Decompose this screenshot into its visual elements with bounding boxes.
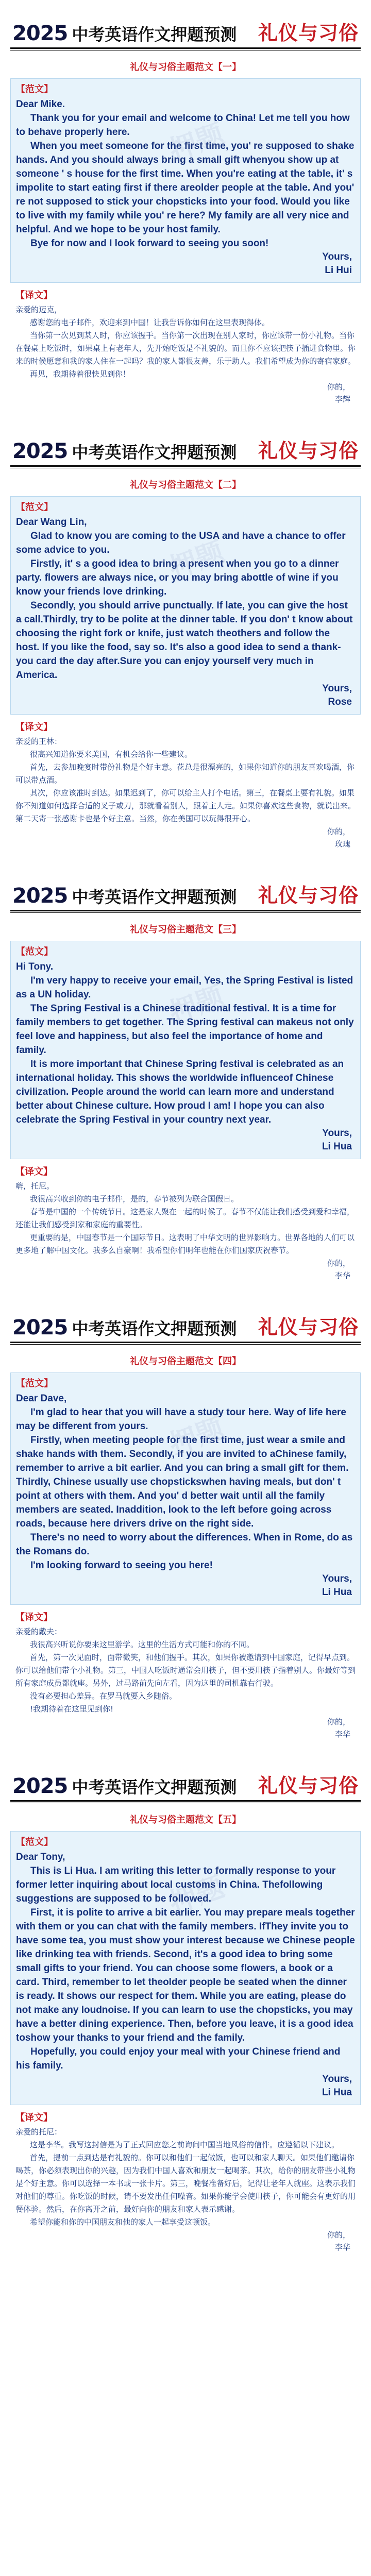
header-rule [10, 910, 361, 911]
model-essay-label: 【范文】 [16, 1378, 53, 1389]
en-body [16, 529, 355, 682]
header-topic: 礼仪与习俗 [258, 884, 359, 907]
section-subtitle: 礼仪与习俗主题范文【二】 [130, 480, 241, 490]
section-header [10, 880, 361, 908]
translation-label: 【译文】 [15, 2112, 53, 2123]
model-essay-label: 【范文】 [16, 502, 53, 513]
cn-paragraph: !我期待着在这里见到你! [30, 1704, 114, 1714]
en-body [16, 111, 355, 250]
cn-sign-line: 你的， [327, 827, 350, 836]
cn-sign-line: 李华 [334, 2243, 350, 2252]
model-essay-label: 【范文】 [16, 84, 53, 95]
cn-signature [15, 1257, 356, 1282]
en-sign-line: Li Hua [322, 1587, 352, 1598]
cn-signature [15, 2229, 356, 2253]
section-header [10, 1770, 361, 1798]
model-essay-label: 【范文】 [16, 1837, 53, 1848]
en-body [16, 1405, 355, 1572]
en-body [16, 974, 355, 1127]
translation-box [10, 718, 361, 850]
cn-body [15, 1638, 356, 1716]
translation-box [10, 2108, 361, 2253]
cn-sign-line: 你的， [327, 2230, 350, 2240]
translation-label: 【译文】 [15, 722, 53, 733]
cn-sign-line: 你的， [327, 382, 350, 392]
cn-paragraph: 首先，去参加晚宴时带份礼物是个好主意。花总是很漂亮的，如果你知道你的朋友喜欢喝酒，你可以带点酒。 [15, 762, 355, 785]
cn-sign-line: 你的， [327, 1259, 350, 1268]
en-sign-line: Li Hua [322, 2087, 352, 2098]
en-signature [16, 2073, 355, 2099]
header-year: 2025 [12, 1316, 68, 1340]
cn-paragraph: 这是李华。我写这封信是为了正式回应您之前询问中国当地风俗的信件。应遵循以下建议。 [30, 2140, 340, 2149]
translation-label: 【译文】 [15, 1166, 53, 1177]
essay-section [10, 1770, 361, 2253]
model-essay-label: 【范文】 [16, 946, 53, 957]
essay-section [10, 435, 361, 850]
model-essay-box [10, 1372, 361, 1605]
cn-paragraph: 其次，你应该准时到达。如果迟到了，你可以给主人打个电话。第三，在餐桌上要有礼貌。如果你不知道如何选择合适的叉子或刀，那就看着别人，跟着主人走。如果你喜欢这些食物，就说出来。第二天寄一张感谢卡也是个好主意。当然，你在美国可以玩得很开心。 [15, 788, 356, 823]
cn-salutation: 亲爱的戴夫： [15, 1627, 62, 1636]
cn-paragraph: 感谢您的电子邮件，欢迎来到中国！让我告诉你如何在这里表现得体。 [30, 318, 270, 327]
cn-paragraph: 没有必要担心差异。在罗马就要入乡随俗。 [30, 1691, 177, 1701]
cn-paragraph: 首先，第一次见面时，面带微笑，和他们握手。其次，如果你被邀请到中国家庭，记得早点到。你可以给他们带个小礼物。第三，中国人吃饭时通常会用筷子，但不要用筷子指着别人。你最好等到所有家庭成员都就座。另外，过马路前先向左看，因为这里的司机靠右行驶。 [15, 1653, 356, 1688]
en-paragraph: The Spring Festival is a Chinese traditional festival. It is a time for family members to get together. The Spring festival can makeus not only feel love and happiness, but also feel the importance of home and family. [16, 1003, 354, 1056]
header-year: 2025 [12, 1774, 68, 1798]
en-salutation: Dear Dave, [16, 1393, 67, 1404]
cn-paragraph: 很高兴知道你要来美国，有机会给你一些建议。 [30, 750, 193, 759]
model-essay-box [10, 941, 361, 1159]
en-signature [16, 1572, 355, 1599]
cn-sign-line: 你的， [327, 1717, 350, 1726]
header-topic: 礼仪与习俗 [258, 439, 359, 462]
header-title: 中考英语作文押题预测 [72, 887, 237, 907]
cn-paragraph: 首先，提前一点到达是有礼貌的。你可以和他们一起做饭，也可以和家人聊天。如果他们邀请你喝茶，你必须表现出你的兴趣，因为我们中国人喜欢和朋友一起喝茶。其次，给你的朋友带些小礼物是个好主意。你可以选择一本书或一张卡片。第三，晚餐准备好后，记得让老年人就座。这表示我们对他们的尊重。你吃饭的时候，请不要发出任何噪音。如果你能学会使用筷子，你可能会有更好的用餐体验。然后，在你离开之前，最好向你的朋友和家人表示感谢。 [15, 2153, 356, 2214]
section-subtitle: 礼仪与习俗主题范文【四】 [130, 1356, 241, 1367]
en-sign-line: Rose [328, 697, 352, 707]
header-rule [10, 1342, 361, 1343]
en-paragraph: Secondly, you should arrive punctually. If late, you can give the host a call.Thirdly, try to be polite at the dinner table. If you don' t know about choosing the right fork or knife, just watch theothers and follow the host. If you like the food, say so. It's also a good idea to send a thank-you card the day after.Sure you can enjoy yourself very much in America. [16, 600, 353, 681]
header-year: 2025 [12, 884, 68, 908]
cn-paragraph: 再见，我期待着很快见到你！ [30, 369, 131, 379]
cn-body [15, 2139, 356, 2229]
en-salutation: Dear Wang Lin, [16, 517, 87, 528]
cn-body [15, 748, 356, 825]
en-signature [16, 250, 355, 277]
en-signature [16, 1127, 355, 1154]
header-rule-thin [10, 1344, 361, 1345]
translation-box [10, 1162, 361, 1282]
header-rule-thin [10, 912, 361, 913]
header-topic: 礼仪与习俗 [258, 1774, 359, 1797]
cn-salutation: 亲爱的王林： [15, 737, 62, 746]
cn-signature [15, 1716, 356, 1740]
en-salutation: Dear Tony, [16, 1852, 65, 1862]
en-signature [16, 682, 355, 709]
header-topic: 礼仪与习俗 [258, 1316, 359, 1338]
section-header [10, 1312, 361, 1340]
header-rule [10, 465, 361, 467]
en-sign-line: Yours, [322, 683, 352, 694]
en-paragraph: First, it is polite to arrive a bit earlier. You may prepare meals together with them or you can chat with the family members. IfThey invite you to have some tea, you must show your interest because we Chinese people like drinking tea with friends. Second, it's a good idea to bring some small gifts to your friend. You can choose some flowers, a book or a card. Third, remember to let theolder people be seated when the dinner is ready. It shows our respect for them. While you are eating, please do not make any loudnoise. If you can learn to use the chopsticks, you may have a better dining experience. Then, before you leave, it is a good idea toshow your thanks to your friend and the family. [16, 1907, 355, 2043]
header-rule [10, 47, 361, 49]
en-paragraph: I'm looking forward to seeing you here! [30, 1560, 213, 1571]
cn-signature [15, 825, 356, 850]
en-sign-line: Yours, [322, 251, 352, 262]
model-essay-box [10, 1831, 361, 2105]
en-sign-line: Yours, [322, 1128, 352, 1139]
cn-paragraph: 我很高兴听说你要来这里游学。这里的生活方式可能和你的不同。 [30, 1640, 255, 1649]
header-year: 2025 [12, 439, 68, 463]
en-sign-line: Yours, [322, 1573, 352, 1584]
en-salutation: Hi Tony. [16, 961, 54, 972]
cn-paragraph: 希望你能和你的中国朋友和他的家人一起享受这顿饭。 [30, 2217, 216, 2227]
en-paragraph: I'm glad to hear that you will have a study tour here. Way of life here may be different from yours. [16, 1407, 346, 1432]
cn-sign-line: 李华 [334, 1730, 350, 1739]
cn-paragraph: 春节是中国的一个传统节日。这是家人聚在一起的时候了。春节不仅能让我们感受到爱和幸福，还能让我们感受到家和家庭的重要性。 [15, 1207, 355, 1229]
model-essay-box [10, 496, 361, 715]
translation-label: 【译文】 [15, 1612, 53, 1623]
section-header [10, 18, 361, 45]
essay-section [10, 1312, 361, 1740]
en-salutation: Dear Mike. [16, 99, 65, 110]
header-title: 中考英语作文押题预测 [72, 25, 237, 44]
en-paragraph: This is Li Hua. I am writing this letter to formally response to your former letter inquiring about local customs in China. Thefollowing suggestions are supposed to be followed. [16, 1866, 336, 1904]
header-rule [10, 1800, 361, 1802]
header-title: 中考英语作文押题预测 [72, 443, 237, 462]
en-paragraph: There's no need to worry about the differences. When in Rome, do as the Romans do. [16, 1532, 353, 1557]
cn-paragraph: 我很高兴收到你的电子邮件，是的，春节被列为联合国假日。 [30, 1194, 239, 1204]
header-year: 2025 [12, 22, 68, 45]
cn-body [15, 1193, 356, 1257]
cn-salutation: 亲爱的托尼： [15, 2127, 62, 2137]
en-body [16, 1864, 355, 2073]
en-paragraph: Bye for now and I look forward to seeing you soon! [30, 238, 269, 249]
essay-section [10, 18, 361, 405]
cn-salutation: 亲爱的迈克， [15, 305, 62, 314]
en-paragraph: Thank you for your email and welcome to China! Let me tell you how to behave properly here. [16, 113, 350, 138]
en-paragraph: I'm very happy to receive your email, Yes, the Spring Festival is listed as a UN holiday. [16, 975, 353, 1000]
section-header [10, 435, 361, 463]
cn-sign-line: 李华 [334, 1271, 350, 1280]
translation-box [10, 1608, 361, 1740]
translation-box [10, 286, 361, 405]
cn-sign-line: 李辉 [334, 395, 350, 404]
en-sign-line: Yours, [322, 2074, 352, 2084]
header-title: 中考英语作文押题预测 [72, 1777, 237, 1797]
en-paragraph: It is more important that Chinese Spring festival is celebrated as an international holiday. This shows the worldwide influenceof Chinese civilization. People around the world can learn more and understand better about Chinese culture. How proud I am! I hope you can also celebrate the Spring Festival in your country next year. [16, 1059, 344, 1125]
en-paragraph: Hopefully, you could enjoy your meal with your Chinese friend and his family. [16, 2046, 341, 2071]
en-paragraph: When you meet someone for the first time, you' re supposed to shake hands. And you should always bring a small gift whenyou show up at someone ' s house for the first time. When you're eating at the table, it' s impolite to start eating first if there areolder people at the table. And you' re not supposed to stick your chopsticks into your food. Would you like to live with my family while you' re here? My family are all very nice and helpful. And we hope to be your host family. [16, 141, 355, 235]
cn-salutation: 嗨，托尼。 [15, 1181, 55, 1191]
section-subtitle: 礼仪与习俗主题范文【三】 [130, 924, 241, 935]
cn-signature [15, 381, 356, 405]
model-essay-box [10, 78, 361, 283]
cn-sign-line: 玫瑰 [334, 839, 350, 849]
header-title: 中考英语作文押题预测 [72, 1319, 237, 1338]
cn-paragraph: 当你第一次见到某人时，你应该握手。当你第一次出现在别人家时，你应该带一份小礼物。当你在餐桌上吃饭时，如果桌上有老年人，先开始吃饭是不礼貌的。而且你不应该把筷子插进食物里。你来的时候愿意和我的家人住在一起吗？我的家人都很友善，乐于助人。我们希望成为你的寄宿家庭。 [15, 331, 356, 366]
en-paragraph: Firstly, it' s a good idea to bring a present when you go to a dinner party. flowers are always nice, or you may bring abottle of wine if you know your friends love drinking. [16, 558, 339, 597]
section-subtitle: 礼仪与习俗主题范文【一】 [130, 62, 241, 73]
en-sign-line: Li Hua [322, 1141, 352, 1152]
en-sign-line: Li Hui [325, 265, 352, 276]
en-paragraph: Firstly, when meeting people for the first time, just wear a smile and shake hands with them. Secondly, if you are invited to aChinese family, remember to arrive a bit earlier. And you can bring a small gift for them. Thirdly, Chinese usually use chopstickswhen having meals, but don' t point at others with them. And you' d better wait until all the family members are seated. Inaddition, look to the left before going across roads, because here drivers drive on the right side. [16, 1435, 349, 1529]
en-paragraph: Glad to know you are coming to the USA and have a chance to offer some advice to you. [16, 531, 346, 555]
section-subtitle: 礼仪与习俗主题范文【五】 [130, 1815, 241, 1825]
cn-paragraph: 更重要的是，中国春节是一个国际节日。这表明了中华文明的世界影响力。世界各地的人们可以更多地了解中国文化。我多么自豪啊！我希望你们明年也能在你们国家庆祝春节。 [15, 1233, 355, 1255]
essay-section [10, 880, 361, 1282]
cn-body [15, 316, 356, 381]
header-topic: 礼仪与习俗 [258, 22, 359, 44]
translation-label: 【译文】 [15, 290, 53, 301]
